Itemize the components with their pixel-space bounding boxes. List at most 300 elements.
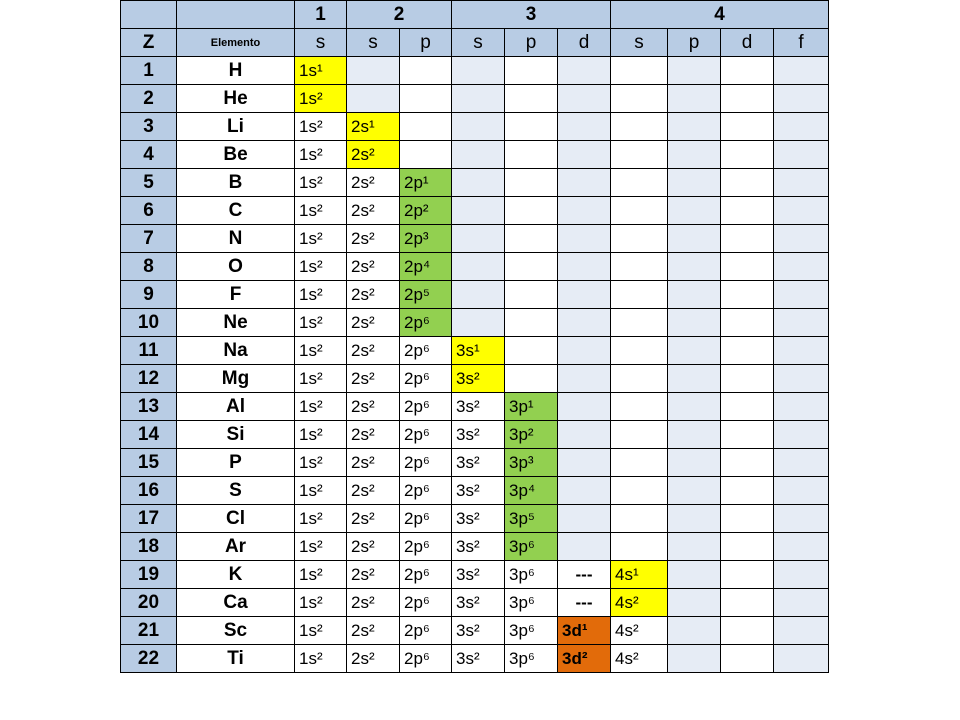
configuration-cell bbox=[668, 309, 721, 337]
configuration-cell bbox=[668, 645, 721, 673]
configuration-cell bbox=[558, 57, 611, 85]
configuration-cell bbox=[505, 309, 558, 337]
table-row bbox=[121, 561, 829, 589]
configuration-cell bbox=[558, 281, 611, 309]
table-row bbox=[121, 337, 829, 365]
configuration-cell bbox=[505, 365, 558, 393]
configuration-cell: 3s² bbox=[452, 477, 505, 505]
table-row bbox=[121, 617, 829, 645]
table-row bbox=[121, 449, 829, 477]
element-symbol-cell: O bbox=[177, 253, 295, 281]
configuration-cell: 2s² bbox=[347, 645, 400, 673]
configuration-cell bbox=[721, 561, 774, 589]
configuration-cell bbox=[721, 141, 774, 169]
configuration-cell: 3s² bbox=[452, 617, 505, 645]
configuration-cell: 2s² bbox=[347, 449, 400, 477]
configuration-cell: 3d¹ bbox=[558, 617, 611, 645]
configuration-cell: 1s² bbox=[295, 393, 347, 421]
configuration-cell bbox=[668, 421, 721, 449]
configuration-cell bbox=[611, 169, 668, 197]
configuration-cell bbox=[611, 309, 668, 337]
configuration-cell bbox=[611, 393, 668, 421]
table-row bbox=[121, 533, 829, 561]
configuration-cell: 1s² bbox=[295, 225, 347, 253]
atomic-number-cell: 19 bbox=[121, 561, 177, 589]
configuration-cell: 2s² bbox=[347, 617, 400, 645]
configuration-cell bbox=[774, 477, 829, 505]
configuration-cell bbox=[452, 57, 505, 85]
element-symbol-cell: Ca bbox=[177, 589, 295, 617]
configuration-cell: 2s² bbox=[347, 393, 400, 421]
configuration-cell bbox=[668, 197, 721, 225]
shell-1-header: 1 bbox=[295, 1, 347, 29]
element-symbol-cell: P bbox=[177, 449, 295, 477]
configuration-cell bbox=[774, 449, 829, 477]
configuration-cell: 1s² bbox=[295, 477, 347, 505]
configuration-cell bbox=[668, 57, 721, 85]
configuration-cell: 3p³ bbox=[505, 449, 558, 477]
configuration-cell: 1s² bbox=[295, 449, 347, 477]
configuration-cell: 1s² bbox=[295, 309, 347, 337]
configuration-cell: 1s¹ bbox=[295, 57, 347, 85]
configuration-cell bbox=[721, 421, 774, 449]
element-symbol-cell: F bbox=[177, 281, 295, 309]
atomic-number-cell: 6 bbox=[121, 197, 177, 225]
configuration-cell bbox=[668, 477, 721, 505]
configuration-cell: 1s² bbox=[295, 169, 347, 197]
atomic-number-cell: 16 bbox=[121, 477, 177, 505]
configuration-cell: 2p⁶ bbox=[400, 645, 452, 673]
configuration-cell: 4s¹ bbox=[611, 561, 668, 589]
configuration-cell bbox=[668, 589, 721, 617]
table-row bbox=[121, 393, 829, 421]
orbital-header: s bbox=[611, 29, 668, 57]
configuration-cell bbox=[611, 85, 668, 113]
configuration-cell: 3s² bbox=[452, 505, 505, 533]
configuration-cell bbox=[558, 477, 611, 505]
configuration-cell bbox=[558, 337, 611, 365]
configuration-cell bbox=[721, 85, 774, 113]
configuration-cell: 2s¹ bbox=[347, 113, 400, 141]
configuration-cell bbox=[721, 393, 774, 421]
configuration-cell bbox=[452, 169, 505, 197]
configuration-cell bbox=[668, 533, 721, 561]
configuration-cell: 3p⁶ bbox=[505, 533, 558, 561]
orbital-header: s bbox=[295, 29, 347, 57]
table-body bbox=[121, 1, 829, 673]
table-row bbox=[121, 253, 829, 281]
header-blank-element bbox=[177, 1, 295, 29]
configuration-cell: 2p⁶ bbox=[400, 449, 452, 477]
configuration-cell: 2s² bbox=[347, 589, 400, 617]
atomic-number-cell: 13 bbox=[121, 393, 177, 421]
configuration-cell: 2s² bbox=[347, 533, 400, 561]
configuration-cell bbox=[452, 225, 505, 253]
configuration-cell bbox=[721, 281, 774, 309]
configuration-cell bbox=[721, 617, 774, 645]
configuration-cell bbox=[668, 225, 721, 253]
configuration-cell bbox=[668, 113, 721, 141]
configuration-cell bbox=[774, 57, 829, 85]
configuration-cell: 2p⁶ bbox=[400, 589, 452, 617]
element-symbol-cell: Ti bbox=[177, 645, 295, 673]
configuration-cell bbox=[774, 505, 829, 533]
configuration-cell bbox=[558, 533, 611, 561]
atomic-number-cell: 20 bbox=[121, 589, 177, 617]
configuration-cell bbox=[400, 113, 452, 141]
configuration-cell bbox=[611, 533, 668, 561]
configuration-cell bbox=[452, 281, 505, 309]
configuration-cell: 3s² bbox=[452, 561, 505, 589]
table-row bbox=[121, 225, 829, 253]
configuration-cell: 2s² bbox=[347, 225, 400, 253]
configuration-cell: 3s² bbox=[452, 449, 505, 477]
table-row bbox=[121, 141, 829, 169]
configuration-cell bbox=[721, 169, 774, 197]
configuration-cell: 2p⁶ bbox=[400, 477, 452, 505]
atomic-number-cell: 14 bbox=[121, 421, 177, 449]
configuration-cell bbox=[668, 617, 721, 645]
atomic-number-cell: 4 bbox=[121, 141, 177, 169]
configuration-cell bbox=[558, 197, 611, 225]
configuration-cell: 3p⁵ bbox=[505, 505, 558, 533]
configuration-cell bbox=[774, 337, 829, 365]
configuration-cell bbox=[721, 57, 774, 85]
configuration-cell: 2s² bbox=[347, 365, 400, 393]
configuration-cell bbox=[668, 393, 721, 421]
configuration-cell: 3s¹ bbox=[452, 337, 505, 365]
configuration-cell: 2p⁶ bbox=[400, 337, 452, 365]
shell-3-header: 3 bbox=[452, 1, 611, 29]
element-symbol-cell: Na bbox=[177, 337, 295, 365]
configuration-cell bbox=[505, 337, 558, 365]
configuration-cell bbox=[452, 309, 505, 337]
configuration-cell bbox=[611, 253, 668, 281]
table-row bbox=[121, 197, 829, 225]
configuration-cell bbox=[558, 309, 611, 337]
configuration-cell bbox=[721, 197, 774, 225]
configuration-cell: 2p⁴ bbox=[400, 253, 452, 281]
atomic-number-cell: 12 bbox=[121, 365, 177, 393]
configuration-cell: 2p⁶ bbox=[400, 617, 452, 645]
configuration-cell: 1s² bbox=[295, 561, 347, 589]
atomic-number-cell: 8 bbox=[121, 253, 177, 281]
configuration-cell: 1s² bbox=[295, 645, 347, 673]
element-symbol-cell: Li bbox=[177, 113, 295, 141]
configuration-cell: 1s² bbox=[295, 113, 347, 141]
configuration-cell bbox=[558, 169, 611, 197]
atomic-number-cell: 9 bbox=[121, 281, 177, 309]
element-symbol-cell: He bbox=[177, 85, 295, 113]
configuration-cell bbox=[774, 85, 829, 113]
configuration-cell bbox=[611, 449, 668, 477]
configuration-cell: 2s² bbox=[347, 253, 400, 281]
configuration-cell: 3p¹ bbox=[505, 393, 558, 421]
orbital-header: d bbox=[721, 29, 774, 57]
element-symbol-cell: Al bbox=[177, 393, 295, 421]
configuration-cell bbox=[400, 141, 452, 169]
configuration-cell bbox=[558, 421, 611, 449]
configuration-cell bbox=[452, 141, 505, 169]
configuration-cell bbox=[774, 645, 829, 673]
configuration-cell: 2p⁶ bbox=[400, 505, 452, 533]
element-symbol-cell: Mg bbox=[177, 365, 295, 393]
configuration-cell bbox=[721, 449, 774, 477]
configuration-cell bbox=[400, 57, 452, 85]
table-row bbox=[121, 477, 829, 505]
configuration-cell bbox=[721, 505, 774, 533]
table-row bbox=[121, 57, 829, 85]
configuration-cell bbox=[774, 169, 829, 197]
configuration-cell bbox=[668, 449, 721, 477]
configuration-cell: 2s² bbox=[347, 169, 400, 197]
configuration-cell: 2p¹ bbox=[400, 169, 452, 197]
orbital-header: p bbox=[505, 29, 558, 57]
configuration-cell bbox=[774, 561, 829, 589]
element-symbol-cell: Ne bbox=[177, 309, 295, 337]
element-symbol-cell: Cl bbox=[177, 505, 295, 533]
configuration-cell: 2p⁶ bbox=[400, 421, 452, 449]
configuration-cell: 2p⁶ bbox=[400, 309, 452, 337]
configuration-cell: 3s² bbox=[452, 589, 505, 617]
configuration-cell bbox=[558, 253, 611, 281]
orbital-header: d bbox=[558, 29, 611, 57]
element-symbol-cell: C bbox=[177, 197, 295, 225]
element-symbol-cell: H bbox=[177, 57, 295, 85]
configuration-cell bbox=[721, 645, 774, 673]
configuration-cell: 2p⁵ bbox=[400, 281, 452, 309]
header-blank-z bbox=[121, 1, 177, 29]
configuration-cell bbox=[505, 169, 558, 197]
configuration-cell: 1s² bbox=[295, 505, 347, 533]
orbital-header-row bbox=[121, 29, 829, 57]
table-row bbox=[121, 113, 829, 141]
element-symbol-cell: B bbox=[177, 169, 295, 197]
atomic-number-cell: 11 bbox=[121, 337, 177, 365]
configuration-cell bbox=[400, 85, 452, 113]
configuration-cell bbox=[611, 141, 668, 169]
configuration-cell bbox=[558, 141, 611, 169]
configuration-cell: 2s² bbox=[347, 281, 400, 309]
orbital-header: f bbox=[774, 29, 829, 57]
configuration-cell bbox=[347, 85, 400, 113]
configuration-cell bbox=[721, 225, 774, 253]
atomic-number-cell: 22 bbox=[121, 645, 177, 673]
configuration-cell: 3p² bbox=[505, 421, 558, 449]
configuration-cell bbox=[452, 113, 505, 141]
orbital-header: s bbox=[347, 29, 400, 57]
element-symbol-cell: Ar bbox=[177, 533, 295, 561]
configuration-cell bbox=[668, 169, 721, 197]
shell-4-header: 4 bbox=[611, 1, 829, 29]
atomic-number-cell: 1 bbox=[121, 57, 177, 85]
orbital-header: p bbox=[668, 29, 721, 57]
configuration-cell bbox=[774, 393, 829, 421]
configuration-cell bbox=[452, 253, 505, 281]
configuration-cell bbox=[721, 309, 774, 337]
configuration-cell bbox=[611, 421, 668, 449]
configuration-cell: 2s² bbox=[347, 197, 400, 225]
configuration-cell: 1s² bbox=[295, 281, 347, 309]
configuration-cell bbox=[774, 281, 829, 309]
configuration-cell: 2s² bbox=[347, 561, 400, 589]
configuration-cell bbox=[721, 477, 774, 505]
configuration-cell bbox=[668, 281, 721, 309]
configuration-cell bbox=[774, 113, 829, 141]
configuration-cell bbox=[774, 141, 829, 169]
configuration-cell: 3p⁴ bbox=[505, 477, 558, 505]
configuration-cell bbox=[721, 589, 774, 617]
element-symbol-cell: S bbox=[177, 477, 295, 505]
configuration-cell bbox=[558, 449, 611, 477]
configuration-cell bbox=[505, 197, 558, 225]
atomic-number-cell: 18 bbox=[121, 533, 177, 561]
configuration-cell bbox=[505, 281, 558, 309]
configuration-cell bbox=[347, 57, 400, 85]
configuration-cell bbox=[668, 365, 721, 393]
configuration-cell: 2s² bbox=[347, 309, 400, 337]
configuration-cell: 1s² bbox=[295, 141, 347, 169]
atomic-number-cell: 15 bbox=[121, 449, 177, 477]
configuration-cell: 1s² bbox=[295, 85, 347, 113]
configuration-cell bbox=[721, 337, 774, 365]
configuration-cell bbox=[558, 113, 611, 141]
table-row bbox=[121, 589, 829, 617]
shell-header-row bbox=[121, 1, 829, 29]
configuration-cell bbox=[668, 337, 721, 365]
electron-configuration-table bbox=[120, 0, 829, 673]
configuration-cell bbox=[774, 589, 829, 617]
configuration-cell: 1s² bbox=[295, 337, 347, 365]
configuration-cell bbox=[505, 225, 558, 253]
configuration-cell: --- bbox=[558, 561, 611, 589]
configuration-cell bbox=[774, 421, 829, 449]
table-row bbox=[121, 365, 829, 393]
configuration-cell: 2s² bbox=[347, 337, 400, 365]
element-symbol-cell: K bbox=[177, 561, 295, 589]
configuration-cell bbox=[721, 113, 774, 141]
configuration-cell bbox=[558, 225, 611, 253]
configuration-cell bbox=[611, 225, 668, 253]
configuration-cell: 3s² bbox=[452, 533, 505, 561]
configuration-cell bbox=[668, 85, 721, 113]
configuration-cell bbox=[611, 281, 668, 309]
shell-2-header: 2 bbox=[347, 1, 452, 29]
configuration-cell bbox=[668, 141, 721, 169]
atomic-number-cell: 2 bbox=[121, 85, 177, 113]
configuration-cell: 4s² bbox=[611, 617, 668, 645]
configuration-cell: 2s² bbox=[347, 421, 400, 449]
configuration-cell bbox=[558, 393, 611, 421]
configuration-cell: 1s² bbox=[295, 589, 347, 617]
configuration-cell: 1s² bbox=[295, 617, 347, 645]
configuration-cell bbox=[774, 533, 829, 561]
configuration-cell bbox=[611, 365, 668, 393]
element-symbol-cell: N bbox=[177, 225, 295, 253]
configuration-cell: 4s² bbox=[611, 589, 668, 617]
configuration-cell: 3s² bbox=[452, 421, 505, 449]
configuration-cell bbox=[505, 141, 558, 169]
table-row bbox=[121, 281, 829, 309]
table-row bbox=[121, 645, 829, 673]
configuration-cell: 2s² bbox=[347, 477, 400, 505]
configuration-cell bbox=[721, 253, 774, 281]
configuration-cell: 3s² bbox=[452, 645, 505, 673]
configuration-cell bbox=[774, 617, 829, 645]
configuration-cell: 2p² bbox=[400, 197, 452, 225]
configuration-cell bbox=[774, 225, 829, 253]
element-header: Elemento bbox=[177, 29, 295, 57]
configuration-cell bbox=[505, 85, 558, 113]
configuration-cell: 3p⁶ bbox=[505, 645, 558, 673]
configuration-cell bbox=[668, 253, 721, 281]
table-row bbox=[121, 85, 829, 113]
configuration-cell bbox=[611, 505, 668, 533]
configuration-cell: 2s² bbox=[347, 141, 400, 169]
configuration-cell bbox=[774, 365, 829, 393]
configuration-cell bbox=[611, 57, 668, 85]
configuration-cell bbox=[774, 309, 829, 337]
configuration-cell: 2p³ bbox=[400, 225, 452, 253]
configuration-cell bbox=[668, 561, 721, 589]
configuration-cell bbox=[774, 197, 829, 225]
configuration-cell bbox=[505, 253, 558, 281]
configuration-cell bbox=[611, 197, 668, 225]
configuration-cell: 4s² bbox=[611, 645, 668, 673]
configuration-cell bbox=[452, 197, 505, 225]
configuration-cell: 2p⁶ bbox=[400, 393, 452, 421]
configuration-cell: 3p⁶ bbox=[505, 617, 558, 645]
configuration-cell: 3p⁶ bbox=[505, 561, 558, 589]
element-symbol-cell: Sc bbox=[177, 617, 295, 645]
configuration-cell: 1s² bbox=[295, 421, 347, 449]
configuration-cell: 3d² bbox=[558, 645, 611, 673]
orbital-header: s bbox=[452, 29, 505, 57]
configuration-cell: 3s² bbox=[452, 365, 505, 393]
configuration-cell bbox=[668, 505, 721, 533]
configuration-cell bbox=[558, 365, 611, 393]
atomic-number-cell: 3 bbox=[121, 113, 177, 141]
configuration-cell bbox=[452, 85, 505, 113]
configuration-cell: 2s² bbox=[347, 505, 400, 533]
configuration-cell: 1s² bbox=[295, 253, 347, 281]
atomic-number-cell: 5 bbox=[121, 169, 177, 197]
configuration-cell bbox=[505, 113, 558, 141]
configuration-cell bbox=[505, 57, 558, 85]
table-row bbox=[121, 169, 829, 197]
configuration-cell: 3s² bbox=[452, 393, 505, 421]
configuration-cell bbox=[721, 365, 774, 393]
atomic-number-cell: 7 bbox=[121, 225, 177, 253]
atomic-number-cell: 17 bbox=[121, 505, 177, 533]
configuration-cell bbox=[558, 85, 611, 113]
configuration-cell bbox=[774, 253, 829, 281]
configuration-cell: 3p⁶ bbox=[505, 589, 558, 617]
z-header: Z bbox=[121, 29, 177, 57]
atomic-number-cell: 10 bbox=[121, 309, 177, 337]
configuration-cell: 2p⁶ bbox=[400, 365, 452, 393]
element-symbol-cell: Be bbox=[177, 141, 295, 169]
atomic-number-cell: 21 bbox=[121, 617, 177, 645]
configuration-cell bbox=[611, 477, 668, 505]
configuration-cell: --- bbox=[558, 589, 611, 617]
orbital-header: p bbox=[400, 29, 452, 57]
configuration-cell bbox=[721, 533, 774, 561]
element-symbol-cell: Si bbox=[177, 421, 295, 449]
configuration-cell bbox=[611, 113, 668, 141]
table-row bbox=[121, 309, 829, 337]
configuration-cell: 2p⁶ bbox=[400, 533, 452, 561]
